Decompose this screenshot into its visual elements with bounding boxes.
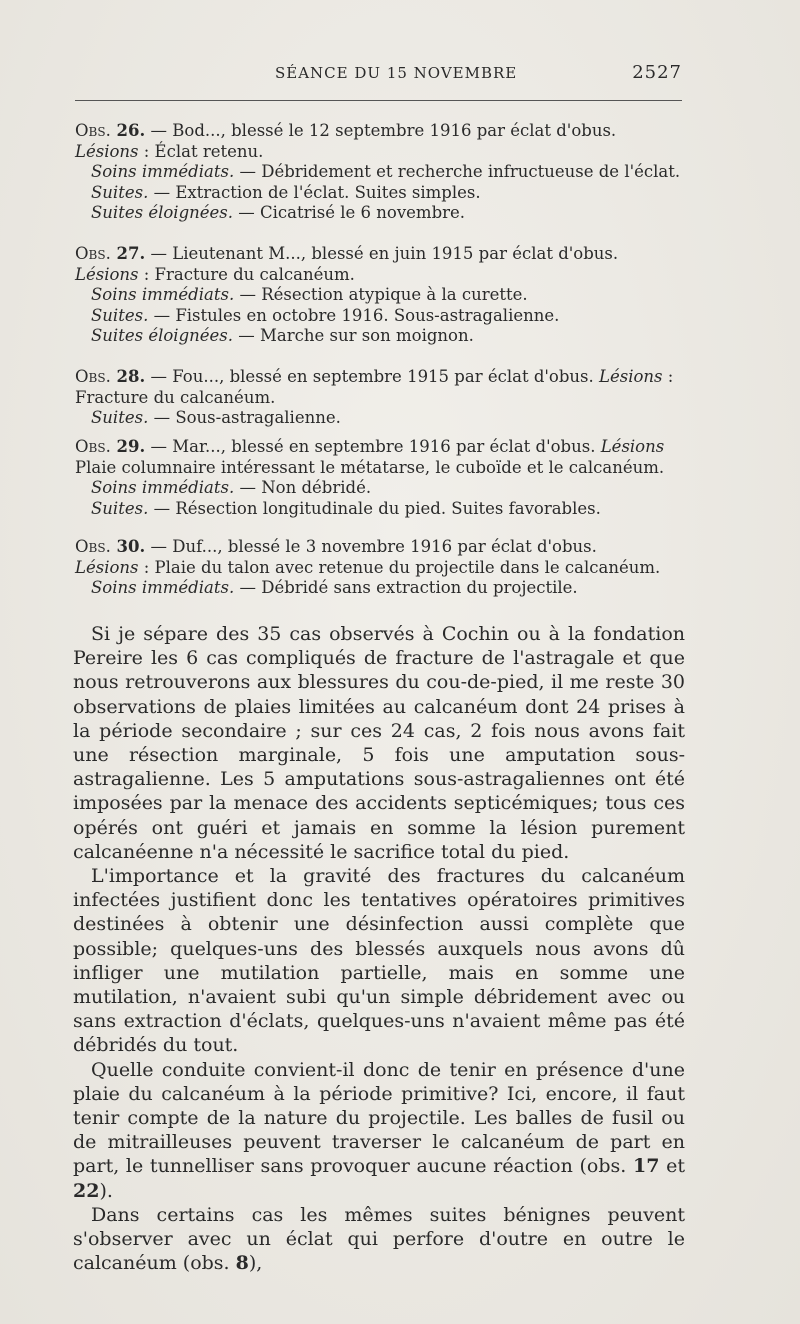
italic-label: Lésions [599, 367, 663, 386]
observation-line [75, 121, 682, 142]
text-run: — Sous-astragalienne. [148, 408, 341, 427]
body-paragraph [73, 622, 685, 864]
italic-label: Lésions [75, 141, 139, 161]
text-run: — Marche sur son moignon. [233, 326, 474, 345]
running-title: SÉANCE DU 15 NOVEMBRE [275, 64, 518, 82]
observation-28 [75, 367, 682, 429]
header-rule [75, 100, 682, 101]
text-run: — Fistules en octobre 1916. Sous-astragalienne. [148, 305, 560, 325]
italic-label: Soins immédiats. [91, 162, 235, 181]
observation-line [75, 578, 682, 599]
text-run: Dans certains cas les mêmes suites bénignes peuvent s'observer avec un éclat qui perfore d'outre en outre le calcanéum (obs. [73, 1203, 685, 1275]
obs-label: Obs. [75, 367, 111, 386]
observation-line [75, 306, 682, 327]
text-run: — Lieutenant M..., blessé en juin 1915 par éclat d'obus. [145, 244, 619, 263]
bold-number: 17 [632, 1155, 660, 1178]
observation-line [75, 408, 682, 429]
text-run: et [659, 1155, 685, 1178]
text-run: — Fou..., blessé en septembre 1915 par éclat d'obus. [145, 367, 600, 386]
obs-label: Obs. [75, 537, 111, 556]
obs-label: Obs. [75, 244, 111, 263]
bold-number: 29. [110, 437, 146, 456]
text-run: : Plaie du talon avec retenue du projectile dans le calcanéum. [138, 557, 661, 577]
observation-line [75, 537, 682, 558]
text-run: ). [99, 1179, 113, 1202]
text-run: — Mar..., blessé en septembre 1916 par éclat d'obus. [145, 437, 601, 456]
page-number: 2527 [632, 62, 682, 83]
body-paragraph [73, 1058, 685, 1203]
observation-line [75, 499, 682, 520]
observation-line [75, 388, 682, 409]
obs-label: Obs. [75, 437, 111, 456]
text-run: : Éclat retenu. [138, 141, 264, 161]
observation-line [75, 367, 682, 388]
text-run: — Débridement et recherche infructueuse de l'éclat. [234, 162, 681, 181]
text-run: : Fracture du calcanéum. [138, 264, 355, 284]
italic-label: Suites éloignées. [91, 203, 233, 222]
bold-number: 8 [235, 1252, 249, 1275]
text-run: — Non débridé. [234, 478, 372, 497]
text-run: — Bod..., blessé le 12 septembre 1916 par éclat d'obus. [145, 121, 617, 140]
text-run: L'importance et la gravité des fractures du calcanéum infectées justifient donc les tentatives opératoires primitives destinées à obtenir une désinfection aussi complète que possible; quelques-uns des blessés auxquels nous avons dû infliger une mutilation partielle, mais en somme une mutilation, n'avaient subi qu'un simple débridement avec ou sans extraction d'éclats, quelques-uns n'avaient même pas été débridés du tout. [73, 865, 685, 1057]
observation-line [75, 558, 682, 579]
observation-line [75, 285, 682, 306]
observation-line [75, 183, 682, 204]
bold-number: 28. [110, 367, 146, 386]
text-run: — Cicatrisé le 6 novembre. [233, 203, 466, 222]
italic-label: Soins immédiats. [91, 285, 235, 304]
text-run: Quelle conduite convient-il donc de tenir en présence d'une plaie du calcanéum à la période primitive? Ici, encore, il faut tenir compte de la nature du projectile. Les balles de fusil ou de mitrailleuses peuvent traverser le calcanéum de part en part, le tunnelliser sans provoquer aucune réaction (obs. [73, 1058, 685, 1178]
italic-label: Lésions [75, 264, 139, 284]
observation-line [75, 478, 682, 499]
italic-label: Suites. [91, 305, 149, 325]
obs-label: Obs. [75, 121, 111, 140]
observation-30 [75, 537, 682, 599]
observation-line [75, 326, 682, 347]
italic-label: Suites. [91, 498, 149, 518]
bold-number: 26. [110, 121, 146, 140]
bold-number: 22 [73, 1179, 100, 1202]
italic-label: Suites. [91, 408, 149, 427]
bold-number: 30. [110, 537, 146, 556]
italic-label: Lésions [75, 557, 139, 577]
text-run: — Résection longitudinale du pied. Suites favorables. [148, 498, 601, 518]
text-run: : [662, 367, 674, 386]
text-run: Si je sépare des 35 cas observés à Cochin ou à la fondation Pereire les 6 cas compliqués de fracture de l'astragale et que nous retrouverons aux blessures du cou-de-pied, il me reste 30 observations de plaies limitées au calcanéum dont 24 prises à la période secondaire ; sur ces 24 cas, 2 fois nous avons fait une résection marginale, 5 fois une amputation sous-astragalienne. Les 5 amputations sous-astragaliennes ont été imposées par la menace des accidents septicémiques; tous ces opérés ont guéri et jamais en somme la lésion purement calcanéenne n'a nécessité le sacrifice total du pied. [73, 623, 685, 863]
observation-line [75, 437, 682, 458]
text-run: Plaie columnaire intéressant le métatarse, le cuboïde et le calcanéum. [75, 457, 665, 477]
italic-label: Soins immédiats. [91, 578, 235, 597]
observation-line [75, 458, 682, 479]
text-run: ), [248, 1252, 263, 1275]
text-run: Fracture du calcanéum. [75, 387, 276, 407]
running-header [75, 64, 682, 86]
observation-line [75, 142, 682, 163]
body-text [73, 622, 685, 1275]
observation-line [75, 203, 682, 224]
observation-26 [75, 121, 682, 224]
text-run: — Résection atypique à la curette. [234, 285, 528, 304]
body-paragraph [73, 1203, 685, 1276]
text-run: — Duf..., blessé le 3 novembre 1916 par éclat d'obus. [145, 537, 597, 556]
observation-line [75, 244, 682, 265]
italic-label: Suites éloignées. [91, 326, 233, 345]
observation-line [75, 265, 682, 286]
italic-label: Soins immédiats. [91, 478, 235, 497]
text-run: — Débridé sans extraction du projectile. [234, 578, 578, 597]
observation-29 [75, 437, 682, 519]
observation-line [75, 162, 682, 183]
italic-label: Lésions [600, 437, 665, 456]
body-paragraph [73, 864, 685, 1058]
italic-label: Suites. [91, 182, 149, 202]
text-run: — Extraction de l'éclat. Suites simples. [148, 182, 481, 202]
observation-27 [75, 244, 682, 347]
bold-number: 27. [110, 244, 146, 263]
